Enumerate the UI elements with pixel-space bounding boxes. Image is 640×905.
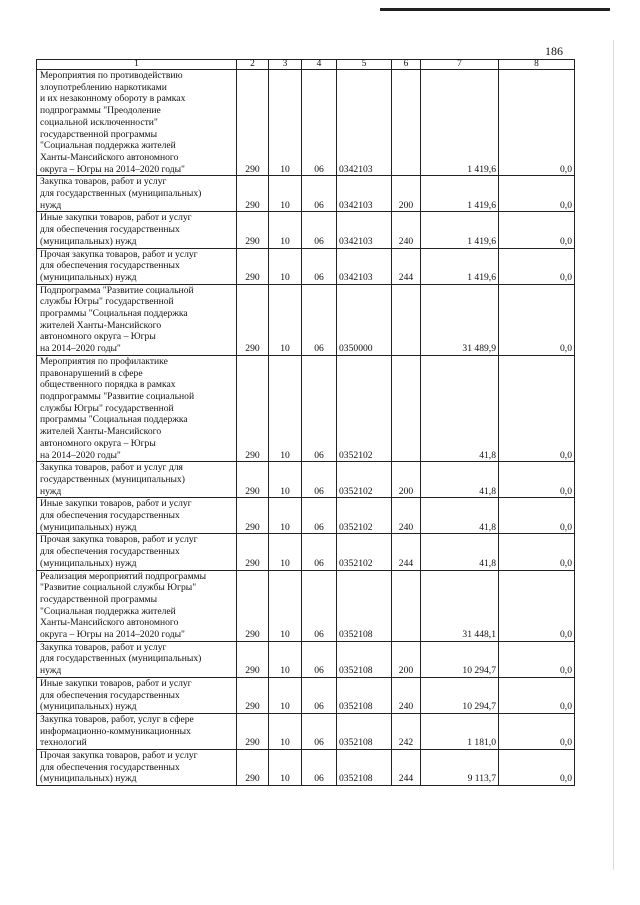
ministry-code: 290 bbox=[237, 713, 269, 749]
target-article-code: 0342103 bbox=[337, 70, 392, 176]
section-code: 10 bbox=[269, 534, 302, 570]
line-item-name: Подпрограмма "Развитие социальной службы Югры" государственной программы "Социальная поддержка жителей Ханты-Мансийского автономного округа – Югры на 2014–2020 годы" bbox=[37, 284, 237, 355]
line-item-name: Мероприятия по профилактике правонарушений в сфере общественного порядка в рамках подпрограммы "Развитие социальной службы Югры" государственной программы "Социальная поддержка жителей Ханты-Мансийского автономного округа – Югры на 2014–2020 годы" bbox=[37, 355, 237, 461]
line-item-name: Мероприятия по противодействию злоупотреблению наркотиками и их незаконному обороту в рамках подпрограммы "Преодоление социальной исключенности" государственной программы "Социальная поддержка жителей Ханты-Мансийского автономного округа – Югры на 2014–2020 годы" bbox=[37, 70, 237, 176]
table-row bbox=[37, 355, 575, 461]
budget-table bbox=[36, 59, 575, 786]
amount: 41,8 bbox=[421, 498, 499, 534]
amount-second: 0,0 bbox=[499, 570, 575, 641]
subsection-code: 06 bbox=[302, 570, 337, 641]
ministry-code: 290 bbox=[237, 284, 269, 355]
target-article-code: 0352108 bbox=[337, 570, 392, 641]
amount: 31 489,9 bbox=[421, 284, 499, 355]
section-code: 10 bbox=[269, 462, 302, 498]
subsection-code: 06 bbox=[302, 70, 337, 176]
subsection-code: 06 bbox=[302, 212, 337, 248]
scan-right-edge bbox=[613, 40, 614, 870]
target-article-code: 0352108 bbox=[337, 750, 392, 786]
line-item-name: Иные закупки товаров, работ и услуг для обеспечения государственных (муниципальных) нужд bbox=[37, 677, 237, 713]
section-code: 10 bbox=[269, 248, 302, 284]
amount-second: 0,0 bbox=[499, 176, 575, 212]
page-number: 186 bbox=[545, 44, 563, 58]
table-row bbox=[37, 70, 575, 176]
table-row bbox=[37, 570, 575, 641]
table-row bbox=[37, 212, 575, 248]
line-item-name: Закупка товаров, работ и услуг для государственных (муниципальных) нужд bbox=[37, 176, 237, 212]
expense-type-code bbox=[392, 570, 421, 641]
target-article-code: 0352108 bbox=[337, 641, 392, 677]
table-row bbox=[37, 750, 575, 786]
ministry-code: 290 bbox=[237, 641, 269, 677]
section-code: 10 bbox=[269, 713, 302, 749]
amount: 41,8 bbox=[421, 462, 499, 498]
amount: 41,8 bbox=[421, 355, 499, 461]
expense-type-code bbox=[392, 355, 421, 461]
line-item-name: Закупка товаров, работ и услуг для государственных (муниципальных) нужд bbox=[37, 462, 237, 498]
table-row bbox=[37, 641, 575, 677]
column-header: 7 bbox=[421, 60, 499, 70]
section-code: 10 bbox=[269, 570, 302, 641]
subsection-code: 06 bbox=[302, 677, 337, 713]
section-code: 10 bbox=[269, 70, 302, 176]
amount: 31 448,1 bbox=[421, 570, 499, 641]
amount: 1 419,6 bbox=[421, 248, 499, 284]
section-code: 10 bbox=[269, 750, 302, 786]
line-item-name: Иные закупки товаров, работ и услуг для обеспечения государственных (муниципальных) нужд bbox=[37, 212, 237, 248]
table-row bbox=[37, 498, 575, 534]
column-header: 6 bbox=[392, 60, 421, 70]
expense-type-code: 200 bbox=[392, 641, 421, 677]
amount-second: 0,0 bbox=[499, 498, 575, 534]
expense-type-code: 240 bbox=[392, 498, 421, 534]
subsection-code: 06 bbox=[302, 284, 337, 355]
ministry-code: 290 bbox=[237, 570, 269, 641]
section-code: 10 bbox=[269, 176, 302, 212]
ministry-code: 290 bbox=[237, 355, 269, 461]
target-article-code: 0352102 bbox=[337, 355, 392, 461]
table-row bbox=[37, 176, 575, 212]
line-item-name: Закупка товаров, работ и услуг для государственных (муниципальных) нужд bbox=[37, 641, 237, 677]
amount: 1 419,6 bbox=[421, 176, 499, 212]
column-header: 2 bbox=[237, 60, 269, 70]
expense-type-code: 200 bbox=[392, 176, 421, 212]
subsection-code: 06 bbox=[302, 355, 337, 461]
target-article-code: 0352102 bbox=[337, 498, 392, 534]
line-item-name: Закупка товаров, работ, услуг в сфере информационно-коммуникационных технологий bbox=[37, 713, 237, 749]
amount-second: 0,0 bbox=[499, 641, 575, 677]
amount-second: 0,0 bbox=[499, 70, 575, 176]
expense-type-code: 242 bbox=[392, 713, 421, 749]
amount-second: 0,0 bbox=[499, 248, 575, 284]
target-article-code: 0352102 bbox=[337, 534, 392, 570]
line-item-name: Реализация мероприятий подпрограммы "Развитие социальной службы Югры" государственной программы "Социальная поддержка жителей Ханты-Мансийского автономного округа – Югры на 2014–2020 годы" bbox=[37, 570, 237, 641]
amount-second: 0,0 bbox=[499, 713, 575, 749]
expense-type-code bbox=[392, 70, 421, 176]
table-row bbox=[37, 677, 575, 713]
scan-top-line bbox=[380, 8, 610, 11]
amount-second: 0,0 bbox=[499, 750, 575, 786]
subsection-code: 06 bbox=[302, 641, 337, 677]
subsection-code: 06 bbox=[302, 713, 337, 749]
ministry-code: 290 bbox=[237, 534, 269, 570]
target-article-code: 0352108 bbox=[337, 713, 392, 749]
section-code: 10 bbox=[269, 498, 302, 534]
section-code: 10 bbox=[269, 284, 302, 355]
section-code: 10 bbox=[269, 677, 302, 713]
amount-second: 0,0 bbox=[499, 212, 575, 248]
expense-type-code: 244 bbox=[392, 248, 421, 284]
amount-second: 0,0 bbox=[499, 355, 575, 461]
ministry-code: 290 bbox=[237, 176, 269, 212]
ministry-code: 290 bbox=[237, 750, 269, 786]
amount: 1 419,6 bbox=[421, 70, 499, 176]
expense-type-code bbox=[392, 284, 421, 355]
column-header: 4 bbox=[302, 60, 337, 70]
column-header: 8 bbox=[499, 60, 575, 70]
amount: 1 181,0 bbox=[421, 713, 499, 749]
ministry-code: 290 bbox=[237, 70, 269, 176]
amount-second: 0,0 bbox=[499, 284, 575, 355]
amount: 10 294,7 bbox=[421, 677, 499, 713]
column-header: 1 bbox=[37, 60, 237, 70]
table-row bbox=[37, 284, 575, 355]
amount: 9 113,7 bbox=[421, 750, 499, 786]
ministry-code: 290 bbox=[237, 498, 269, 534]
line-item-name: Прочая закупка товаров, работ и услуг для обеспечения государственных (муниципальных) нужд bbox=[37, 248, 237, 284]
subsection-code: 06 bbox=[302, 248, 337, 284]
expense-type-code: 244 bbox=[392, 534, 421, 570]
section-code: 10 bbox=[269, 212, 302, 248]
subsection-code: 06 bbox=[302, 534, 337, 570]
subsection-code: 06 bbox=[302, 176, 337, 212]
target-article-code: 0352102 bbox=[337, 462, 392, 498]
amount: 41,8 bbox=[421, 534, 499, 570]
subsection-code: 06 bbox=[302, 462, 337, 498]
amount-second: 0,0 bbox=[499, 677, 575, 713]
line-item-name: Прочая закупка товаров, работ и услуг для обеспечения государственных (муниципальных) нужд bbox=[37, 750, 237, 786]
expense-type-code: 240 bbox=[392, 677, 421, 713]
ministry-code: 290 bbox=[237, 248, 269, 284]
subsection-code: 06 bbox=[302, 750, 337, 786]
expense-type-code: 240 bbox=[392, 212, 421, 248]
table-row bbox=[37, 462, 575, 498]
amount: 1 419,6 bbox=[421, 212, 499, 248]
target-article-code: 0342103 bbox=[337, 176, 392, 212]
table-row bbox=[37, 534, 575, 570]
target-article-code: 0352108 bbox=[337, 677, 392, 713]
column-header: 3 bbox=[269, 60, 302, 70]
target-article-code: 0342103 bbox=[337, 212, 392, 248]
amount-second: 0,0 bbox=[499, 534, 575, 570]
line-item-name: Прочая закупка товаров, работ и услуг для обеспечения государственных (муниципальных) нужд bbox=[37, 534, 237, 570]
target-article-code: 0350000 bbox=[337, 284, 392, 355]
section-code: 10 bbox=[269, 641, 302, 677]
ministry-code: 290 bbox=[237, 462, 269, 498]
expense-type-code: 244 bbox=[392, 750, 421, 786]
amount: 10 294,7 bbox=[421, 641, 499, 677]
table-row bbox=[37, 713, 575, 749]
ministry-code: 290 bbox=[237, 212, 269, 248]
column-header: 5 bbox=[337, 60, 392, 70]
line-item-name: Иные закупки товаров, работ и услуг для обеспечения государственных (муниципальных) нужд bbox=[37, 498, 237, 534]
target-article-code: 0342103 bbox=[337, 248, 392, 284]
expense-type-code: 200 bbox=[392, 462, 421, 498]
table-header-row bbox=[37, 60, 575, 70]
amount-second: 0,0 bbox=[499, 462, 575, 498]
table-row bbox=[37, 248, 575, 284]
ministry-code: 290 bbox=[237, 677, 269, 713]
section-code: 10 bbox=[269, 355, 302, 461]
subsection-code: 06 bbox=[302, 498, 337, 534]
